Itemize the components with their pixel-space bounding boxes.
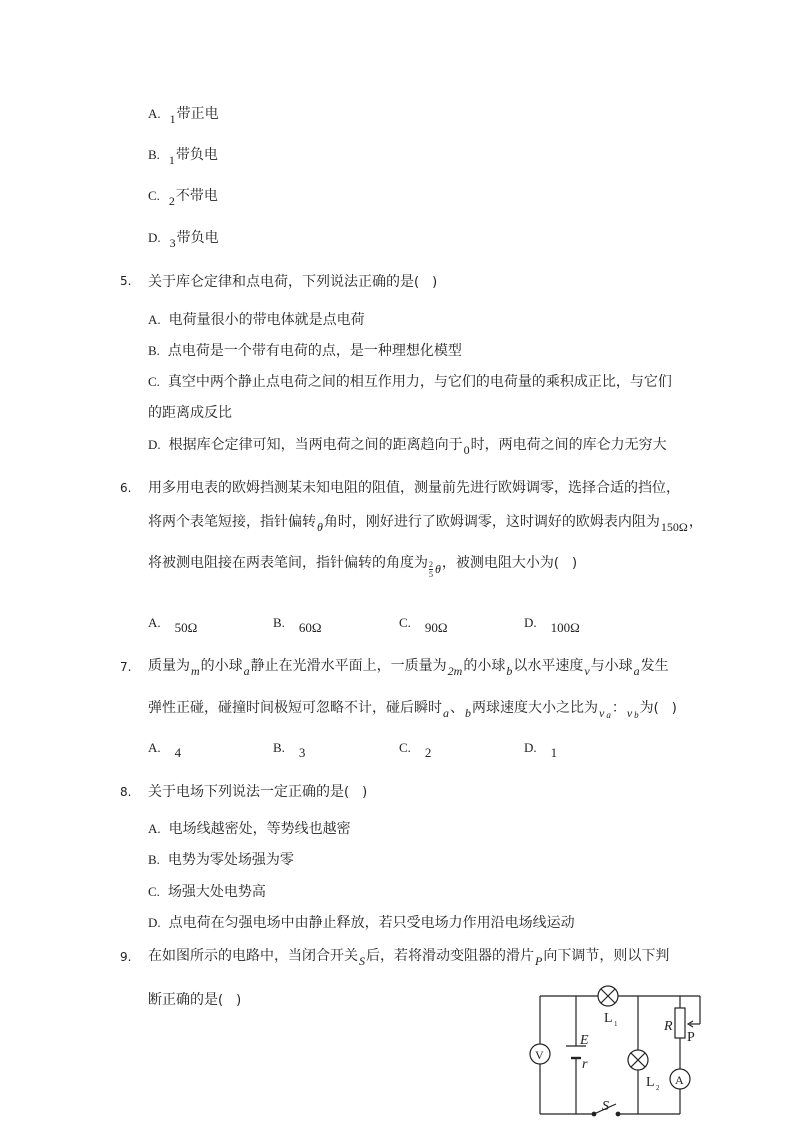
option-letter: A. xyxy=(148,821,161,836)
internal-resistance: 150Ω xyxy=(660,520,688,534)
option-value: 60Ω xyxy=(298,620,322,635)
q5-stem xyxy=(148,272,437,293)
q5-option-a[interactable] xyxy=(148,310,365,330)
question-number: 7. xyxy=(120,660,132,674)
symbol-s: S xyxy=(359,954,365,968)
symbol-m: m xyxy=(191,664,200,678)
symbol-a: a xyxy=(633,664,640,678)
answer-paren: ( ) xyxy=(218,993,242,1008)
stem-text: 、 xyxy=(450,700,464,716)
option-text: 带负电 xyxy=(176,230,219,246)
answer-paren: ( ) xyxy=(414,275,438,290)
option-value: 100Ω xyxy=(550,620,580,635)
label-l2: L xyxy=(646,1075,655,1090)
label-l2-sub: 2 xyxy=(656,1084,660,1092)
q7-option-c[interactable] xyxy=(399,740,432,760)
label-p: P xyxy=(687,1030,695,1045)
option-letter: D. xyxy=(524,740,537,755)
option-letter: D. xyxy=(148,230,161,245)
stem-text: 后，若将滑动变阻器的滑片 xyxy=(366,948,534,964)
stem-text: 将被测电阻接在两表笔间，指针偏转的角度为 xyxy=(148,555,428,571)
option-text: 点电荷在匀强电场中由静止释放，若只受电场力作用沿电场线运动 xyxy=(168,915,575,931)
stem-text: 弹性正碰，碰撞时间极短可忽略不计，碰后瞬时 xyxy=(148,700,442,716)
q6-stem-line3 xyxy=(148,553,578,579)
symbol-v: v xyxy=(584,664,590,678)
q9-stem-line1 xyxy=(148,946,669,966)
symbol-b: b xyxy=(506,664,513,678)
stem-text: 的小球 xyxy=(200,658,243,674)
label-big-r: R xyxy=(664,1019,673,1034)
option-letter: C. xyxy=(399,615,411,630)
option-letter: A. xyxy=(148,740,161,755)
theta-symbol: θ xyxy=(317,520,323,534)
q9-stem-line2 xyxy=(148,990,241,1011)
label-l1-sub: 1 xyxy=(614,1020,618,1028)
q5-option-c-cont xyxy=(148,403,232,423)
fraction-numerator: 2 xyxy=(429,559,433,569)
q6-option-d[interactable] xyxy=(524,615,580,635)
stem-text: 关于电场下列说法一定正确的是 xyxy=(148,784,344,800)
option-text: 带正电 xyxy=(176,106,219,122)
option-text: 电场线越密处，等势线也越密 xyxy=(168,821,351,837)
stem-text: 关于库仑定律和点电荷，下列说法正确的是 xyxy=(148,274,414,290)
question-number: 9. xyxy=(120,950,132,964)
stem-text: 向下调节，则以下判 xyxy=(543,948,670,964)
q4-option-d[interactable] xyxy=(148,228,219,248)
q8-stem xyxy=(148,782,367,803)
answer-paren: ( ) xyxy=(553,556,578,571)
option-value: 1 xyxy=(550,745,558,760)
stem-text: ， xyxy=(688,514,703,530)
q5-option-b[interactable] xyxy=(148,341,462,361)
option-text: 点电荷是一个带有电荷的点，是一种理想化模型 xyxy=(167,343,462,359)
option-letter: C. xyxy=(399,740,411,755)
symbol-va: v xyxy=(599,706,605,720)
option-letter: B. xyxy=(148,343,160,358)
symbol-2m: 2m xyxy=(447,664,463,678)
option-symbol: 2 xyxy=(168,194,175,208)
option-value: 3 xyxy=(298,745,306,760)
q4-option-c[interactable] xyxy=(148,186,218,206)
stem-text: 角时，刚好进行了欧姆调零，这时调好的欧姆表内阻为 xyxy=(323,514,660,530)
q7-stem-line2 xyxy=(148,698,677,719)
option-letter: C. xyxy=(148,188,160,203)
question-number: 5. xyxy=(120,274,132,288)
fraction-denominator: 5 xyxy=(429,569,433,579)
option-value: 90Ω xyxy=(424,620,448,635)
circuit-diagram xyxy=(520,982,720,1118)
stem-text: 用多用电表的欧姆挡测某未知电阻的阻值，测量前先进行欧姆调零，选择合适的挡位， xyxy=(148,480,680,496)
label-v: V xyxy=(535,1048,544,1062)
answer-paren: ( ) xyxy=(344,785,368,800)
q4-option-b[interactable] xyxy=(148,145,218,165)
option-letter: A. xyxy=(148,106,161,121)
q7-stem-line1 xyxy=(148,656,669,676)
option-text: 的距离成反比 xyxy=(148,405,232,421)
q6-option-a[interactable] xyxy=(148,615,198,635)
q8-option-b[interactable] xyxy=(148,850,294,870)
option-letter: A. xyxy=(148,615,161,630)
q8-option-d[interactable] xyxy=(148,913,575,933)
q8-option-c[interactable] xyxy=(148,882,266,902)
ratio-colon: ： xyxy=(611,700,626,716)
switch-contact xyxy=(616,1112,620,1116)
q7-option-a[interactable] xyxy=(148,740,182,760)
fraction xyxy=(429,560,433,579)
option-text: 根据库仑定律可知，当两电荷之间的距离趋向于 xyxy=(168,437,463,453)
stem-text: ，被测电阻大小为 xyxy=(441,555,554,571)
option-text: 带负电 xyxy=(175,147,218,163)
subscript-b: b xyxy=(634,710,639,720)
option-letter: C. xyxy=(148,374,160,389)
q8-option-a[interactable] xyxy=(148,819,351,839)
option-text: 不带电 xyxy=(175,188,218,204)
question-number: 8. xyxy=(120,785,132,799)
q6-stem-line2 xyxy=(148,512,703,532)
stem-text: 将两个表笔短接，指针偏转 xyxy=(148,514,316,530)
option-text: 电荷量很小的带电体就是点电荷 xyxy=(168,312,365,328)
stem-text: 的小球 xyxy=(463,658,506,674)
symbol-p: P xyxy=(535,954,543,968)
subscript-a: a xyxy=(606,710,611,720)
question-number: 6. xyxy=(120,481,132,495)
q7-option-b[interactable] xyxy=(273,740,306,760)
option-value: 4 xyxy=(174,745,182,760)
symbol-b: b xyxy=(465,706,471,720)
label-s: S xyxy=(602,1099,609,1114)
q6-option-b[interactable] xyxy=(273,615,322,635)
stem-text: 静止在光滑水平面上，一质量为 xyxy=(250,658,447,674)
option-letter: C. xyxy=(148,884,160,899)
stem-text: 在如图所示的电路中，当闭合开关 xyxy=(148,948,358,964)
symbol-a: a xyxy=(243,664,250,678)
option-text: 电势为零处场强为零 xyxy=(167,852,294,868)
symbol-vb: v xyxy=(626,706,633,720)
stem-text: 质量为 xyxy=(148,658,190,674)
q5-option-c[interactable] xyxy=(148,372,672,392)
option-value: 2 xyxy=(424,745,432,760)
stem-text: 为 xyxy=(639,700,654,716)
option-letter: A. xyxy=(148,312,161,327)
option-symbol: 1 xyxy=(168,153,175,167)
stem-text: 发生 xyxy=(640,658,669,674)
option-letter: D. xyxy=(524,615,537,630)
option-letter: B. xyxy=(148,852,160,867)
option-text: 时，两电荷之间的库仑力无穷大 xyxy=(470,437,667,453)
label-l1: L xyxy=(604,1011,613,1026)
option-symbol: 3 xyxy=(169,236,176,250)
rheostat xyxy=(675,1008,685,1038)
label-e: E xyxy=(580,1033,589,1048)
stem-text: 以水平速度 xyxy=(513,658,584,674)
option-letter: B. xyxy=(148,147,160,162)
q5-option-d[interactable] xyxy=(148,435,667,455)
q4-option-a[interactable] xyxy=(148,104,219,124)
q6-option-c[interactable] xyxy=(399,615,448,635)
label-a: A xyxy=(675,1073,684,1087)
option-symbol: 0 xyxy=(463,443,470,457)
stem-text: 断正确的是 xyxy=(148,992,218,1008)
label-r: r xyxy=(582,1057,588,1072)
option-text: 真空中两个静止点电荷之间的相互作用力，与它们的电荷量的乘积成正比，与它们 xyxy=(167,374,672,390)
option-letter: D. xyxy=(148,915,161,930)
symbol-a: a xyxy=(443,706,449,720)
stem-text: 两球速度大小之比为 xyxy=(472,700,598,716)
q7-option-d[interactable] xyxy=(524,740,558,760)
option-letter: D. xyxy=(148,437,161,452)
option-value: 50Ω xyxy=(174,620,198,635)
theta-symbol: θ xyxy=(435,562,441,576)
answer-paren: ( ) xyxy=(653,701,677,716)
option-text: 场强大处电势高 xyxy=(167,884,266,900)
stem-text: 与小球 xyxy=(590,658,633,674)
option-symbol: 1 xyxy=(169,112,176,126)
option-letter: B. xyxy=(273,615,285,630)
option-letter: B. xyxy=(273,740,285,755)
q6-stem-line1 xyxy=(148,478,680,498)
